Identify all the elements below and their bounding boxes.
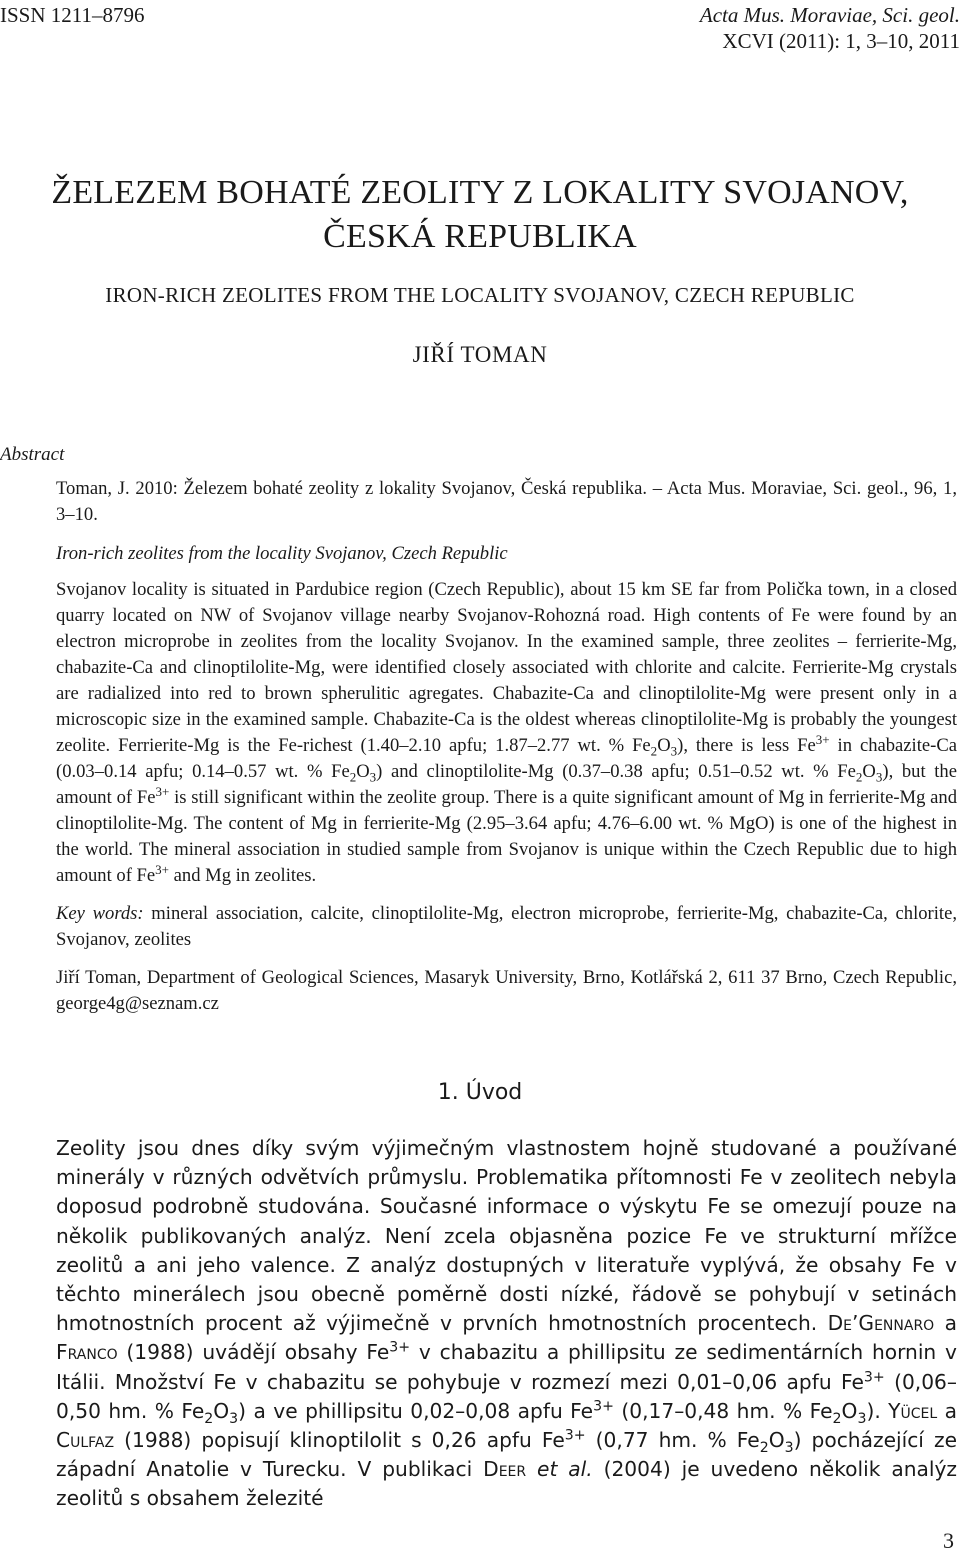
citation: Toman, J. 2010: Železem bohaté zeolity z lokality Svojanov, Česká republika. – Acta Mus. Moraviae, Sci. geol., 96, 1, 3–10. [56, 478, 957, 525]
author-ref: Deer [483, 1457, 527, 1482]
author-ref: Culfaz [56, 1428, 115, 1453]
intro-text: Zeolity jsou dnes díky svým výjimečným vlastnostem hojně studované a používané minerály v různých odvětvích průmyslu. Problematika přítomnosti Fe v zeolitech nebyla doposud podrobně studována. Současné informace o výskytu Fe se omezují pouze na několik publikovaných analýz. Není zcela objasněna pozice Fe ve strukturní mřížce zeolitů a ani jeho valence. Z analýz dostupných v literatuře vyplývá, že obsahy Fe v těchto minerálech jsou obecně poměrně dosti nízké, řádově se pohybují v setinách hmotnostních procent až výjimečně v prvních hmotnostních procentech. De’Gennaro a Franco (1988) uvádějí obsahy $Fe^{3+}$ v chabazitu a phillipsitu ze sedimentárních hornin v Itálii. Množství Fe v chabazitu se pohybuje v rozmezí mezi 0,01–0,06 apfu $Fe^{3+}$ (0,06–0,50 hm. % $Fe_2O_3$) a ve phillipsitu 0,02–0,08 apfu $Fe^{3+}$ (0,17–0,48 hm. % $Fe_2O_3$). Yücel a Culfaz (1988) popisují klinoptilolit s 0,26 apfu $Fe^{3+}$ (0,77 hm. % $Fe_2O_3$) pocházející ze západní Anatolie v Turecku. V publikaci Deer et al. (2004) je uvedeno několik analýz zeolitů s obsahem železité [56, 1136, 958, 1511]
affiliation: Jiří Toman, Department of Geological Sciences, Masaryk University, Brno, Kotlářská 2, 611 37 Brno, Czech Republic, george4g@seznam.cz [56, 967, 957, 1014]
issn: ISSN 1211–8796 [0, 3, 145, 27]
english-title: Iron-rich zeolites from the locality Svojanov, Czech Republic [56, 543, 508, 564]
author-name: JIŘÍ TOMAN [412, 342, 548, 367]
abstract-text: Svojanov locality is situated in Pardubice region (Czech Republic), about 15 km SE far from Polička town, in a closed quarry located on NW of Svojanov village nearby Svojanov-Rohozná road. High contents of Fe were found by an electron microprobe in zeolites from the locality Svojanov. In the examined sample, three zeolites – ferrierite-Mg, chabazite-Ca and clinoptilolite-Mg, were identified closely associated with chlorite and calcite. Ferrierite-Mg crystals are radialized into red to brown spherulitic agregates. Chabazite-Ca and clinoptilolite-Mg were present only in a microscopic size in the examined sample. Chabazite-Ca is the oldest whereas clinoptilolite-Mg is probably the youngest zeolite. Ferrierite-Mg is the Fe-richest (1.40–2.10 apfu; 1.87–2.77 wt. % $Fe_2O_3$), there is less $Fe^{3+}$ in chabazite-Ca (0.03–0.14 apfu; 0.14–0.57 wt. % $Fe_2O_3$) and clinoptilolite-Mg (0.37–0.38 apfu; 0.51–0.52 wt. % $Fe_2O_3$), but the amount of $Fe^{3+}$ is still significant within the zeolite group. There is a quite significant amount of Mg in ferrierite-Mg and clinoptilolite-Mg. The content of Mg in ferrierite-Mg (2.95–3.64 apfu; 4.76–6.00 wt. % MgO) is one of the highest in the world. The mineral association in studied sample from Svojanov is unique within the Czech Republic due to high amount of $Fe^{3+}$ and Mg in zeolites. [56, 579, 958, 886]
section-heading: 1. Úvod [437, 1080, 523, 1105]
abstract-block [56, 476, 957, 1017]
page-number: 3 [943, 1528, 954, 1553]
article-subtitle: IRON-RICH ZEOLITES FROM THE LOCALITY SVOJANOV, CZECH REPUBLIC [105, 283, 855, 307]
keywords: Key words: mineral association, calcite, clinoptilolite-Mg, electron microprobe, ferrierite-Mg, chabazite-Ca, chlorite, Svojanov, zeolites [56, 903, 957, 950]
article-title-line-2: ČESKÁ REPUBLIKA [323, 218, 637, 255]
abstract-label: Abstract [0, 444, 65, 465]
article-title-line-1: ŽELEZEM BOHATÉ ZEOLITY Z LOKALITY SVOJANOV, [51, 174, 909, 211]
author-ref: De’Gennaro [827, 1311, 935, 1336]
keywords-label: Key words: [56, 903, 144, 924]
journal-header [700, 2, 960, 54]
author-ref: Yücel [888, 1398, 938, 1423]
journal-title: Acta Mus. Moraviae, Sci. geol. [699, 3, 960, 27]
journal-volume: XCVI (2011): 1, 3–10, 2011 [722, 29, 960, 53]
author-ref: Franco [56, 1340, 118, 1365]
